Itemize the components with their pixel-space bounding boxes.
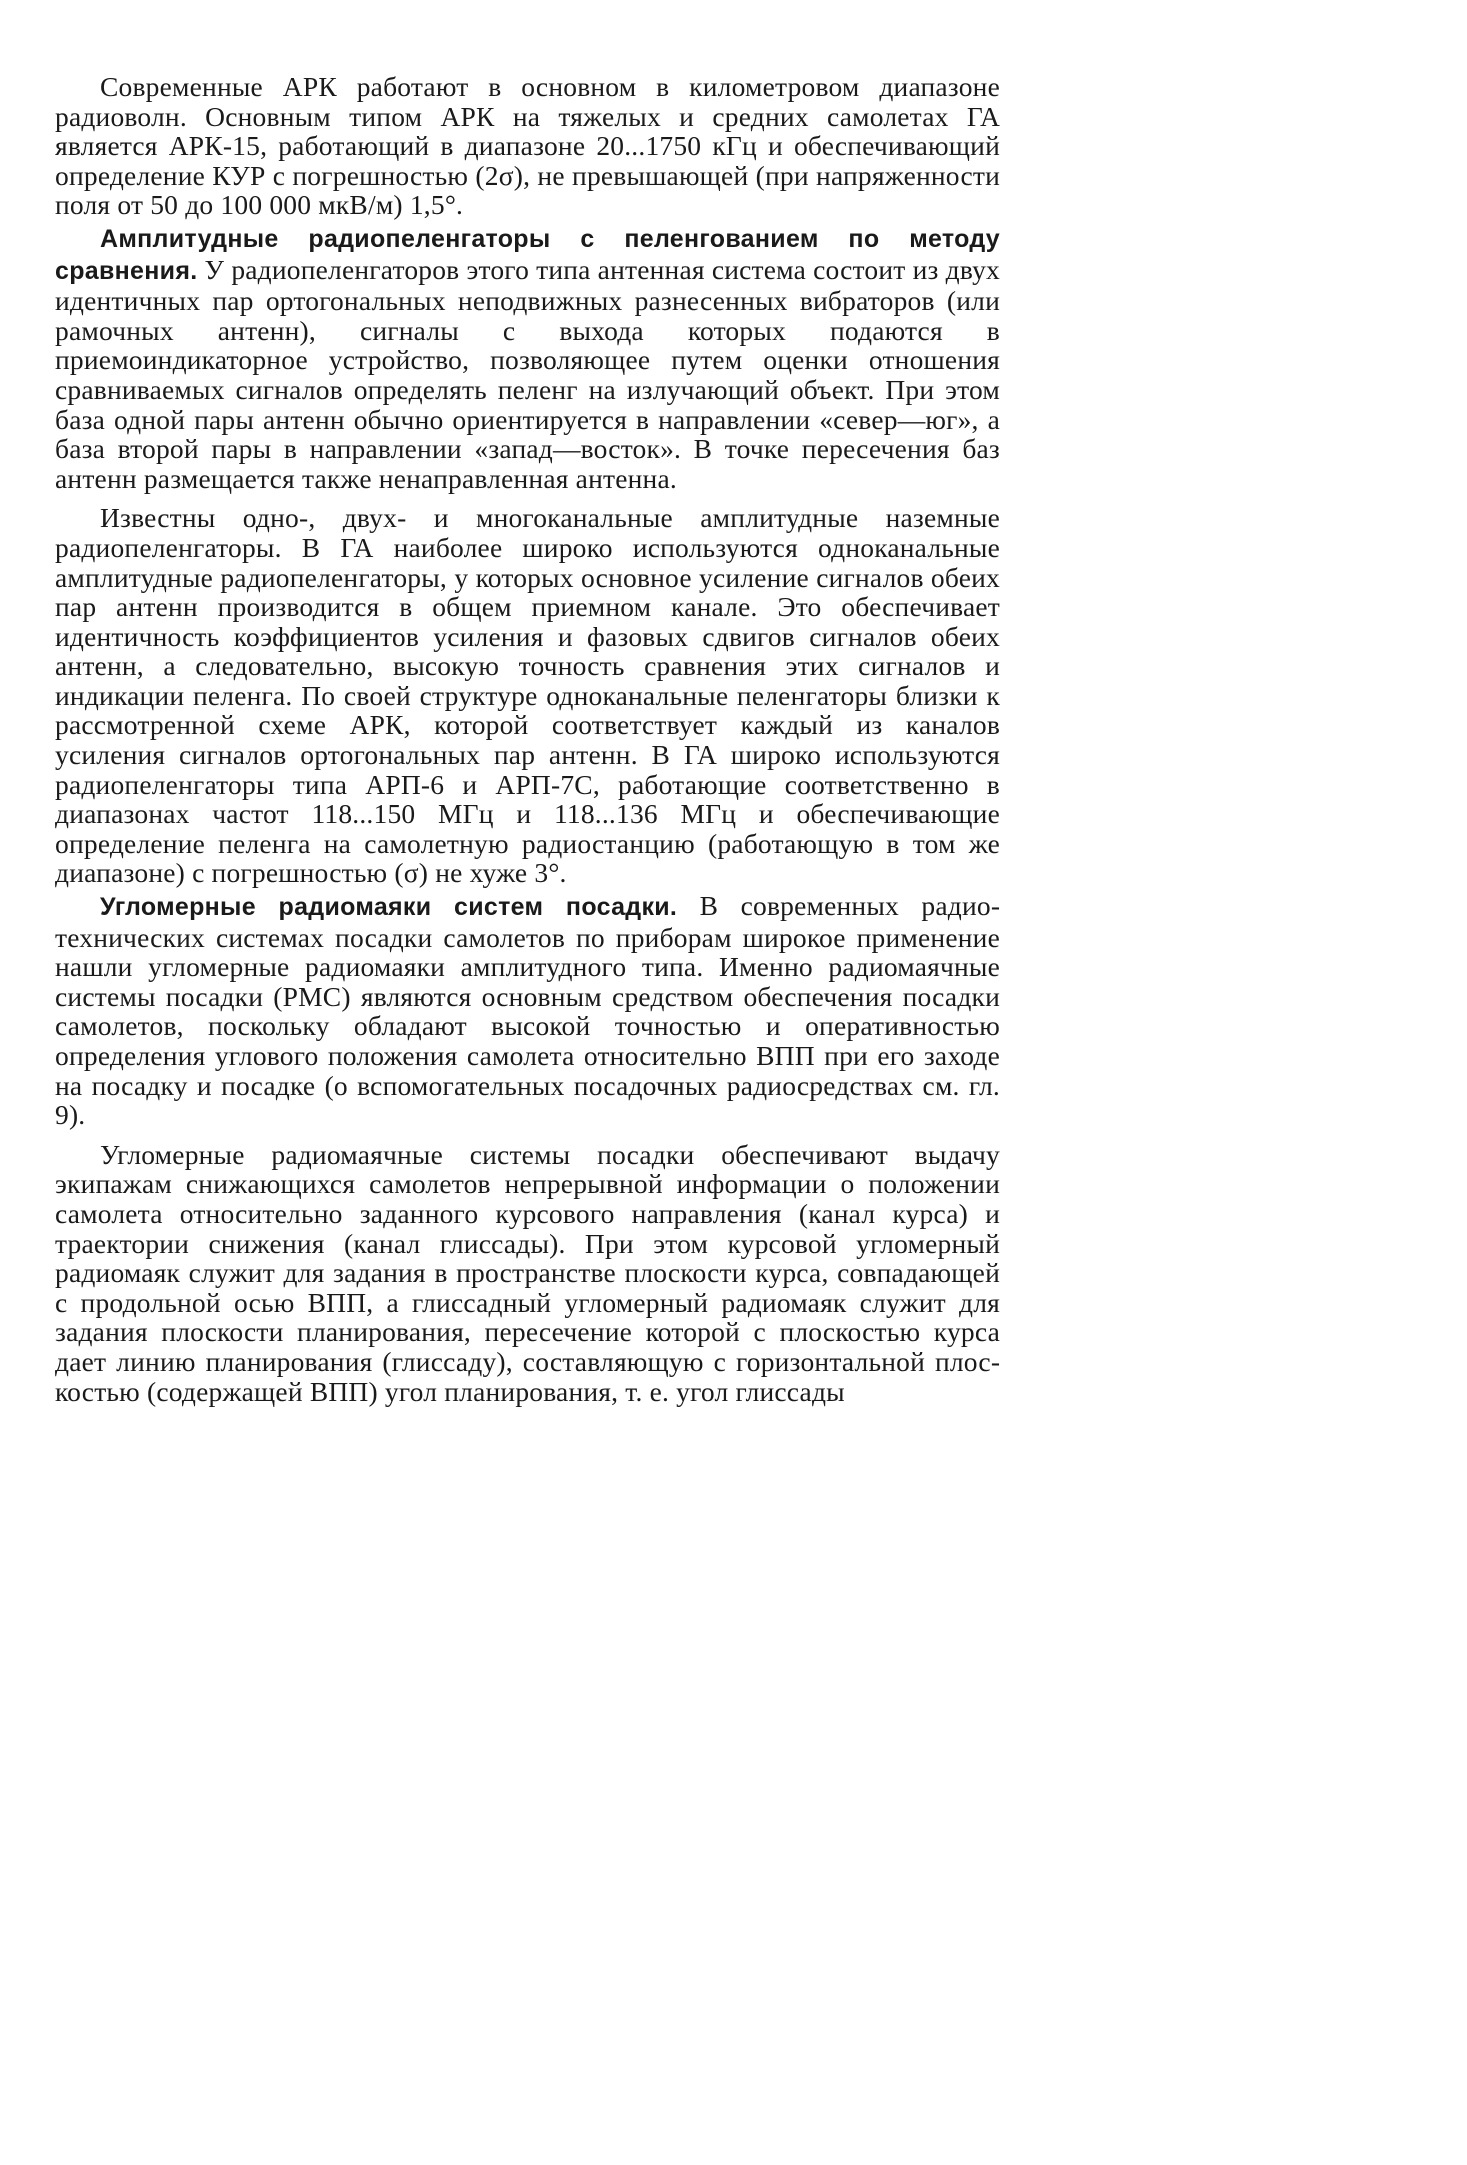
paragraph-text: Известны одно-, двух- и многоканальные амплитудные наземные радиопеленгаторы. В ГА наиболее широко используются одноканальные амплитудные радиопеленгаторы, у которых основное усиление сигналов обеих пар антенн производится в общем приемном канале. Это обеспечивает идентичность коэффициентов усиления и фазовых сдвигов сигналов обеих антенн, а следовательно, высокую точность сравнения этих сигналов и индикации пеленга. По своей структуре одноканальные пеленгаторы близки к рассмотренной схеме АРК, которой соответствует каждый из каналов усиления сигналов ортогональных пар антенн. В ГА широко используются радиопеленгаторы типа АРП-6 и АРП-7С, работающие соответственно в диапазонах частот 118...150 МГц и 118...136 МГц и обеспечивающие определение пеленга на самолетную радиостанцию (работающую в том же диапазоне) с погрешностью (σ) не хуже 3°. bbox=[55, 502, 1000, 889]
paragraph-text: У радиопеленгаторов этого типа антенная система состоит из двух идентичных пар ортогональных неподвижных разнесенных вибраторов (или рамочных антенн), сигналы с выхода которых подаются в приемоиндикаторное устройство, позволяющее путем оценки отношения сравниваемых сигналов определять пеленг на излучающий объект. При этом база одной пары антенн обычно ориентируется в направлении «север—юг», а база второй пары в направлении «запад—восток». В точке пересечения баз антенн размещается также ненаправленная антенна. bbox=[55, 253, 1000, 494]
paragraph-landing-systems bbox=[55, 1140, 1000, 1406]
paragraph-text: В современных радиотехнических системах посадки самолетов по приборам широкое применение нашли угломерные радиомаяки амплитудного типа. Именно радиомаячные системы посадки (РМС) являются основным средством обеспечения посадки самолетов, поскольку обладают высокой точностью и оперативностью определения углового положения самолета относительно ВПП при его заходе на посадку и посадке (о вспомогательных посадочных радиосредствах см. гл. 9). bbox=[55, 890, 1000, 1131]
document-page bbox=[55, 72, 1000, 1406]
paragraph-ark-range bbox=[55, 72, 1000, 220]
section-heading: Амплитудные радиопеленгаторы с пеленгованием по методу сравнения. bbox=[55, 224, 1000, 285]
paragraph-text: Угломерные радиомаячные системы посадки обеспечивают выдачу экипажам снижающихся самолетов непрерывной информации о положении самолета относительно заданного курсового направления (канал курса) и траектории снижения (канал глиссады). При этом курсовой угломерный радиомаяк служит для задания в пространстве плоскости курса, совпадающей с продольной осью ВПП, а глиссадный угломерный радиомаяк служит для задания плоскости планирования, пересечение которой с плоскостью курса дает линию планирования (глиссаду), составляющую с горизонтальной плоскостью (содержащей ВПП) угол планирования, т. е. угол глиссады bbox=[55, 1138, 1000, 1407]
paragraph-text: Современные АРК работают в основном в километровом диапазоне радиоволн. Основным типом АРК на тяжелых и средних самолетах ГА является АРК-15, работающий в диапазоне 20...1750 кГц и обеспечивающий определение КУР с погрешностью (2σ), не превышающей (при напряженности поля от 50 до 100 000 мкВ/м) 1,5°. bbox=[55, 71, 1000, 221]
section-heading: Угломерные радиомаяки систем посадки. bbox=[100, 893, 678, 922]
paragraph-landing-beacons bbox=[55, 891, 1000, 1130]
paragraph-amplitude-direction-finders bbox=[55, 223, 1000, 493]
paragraph-ground-direction-finders bbox=[55, 503, 1000, 888]
